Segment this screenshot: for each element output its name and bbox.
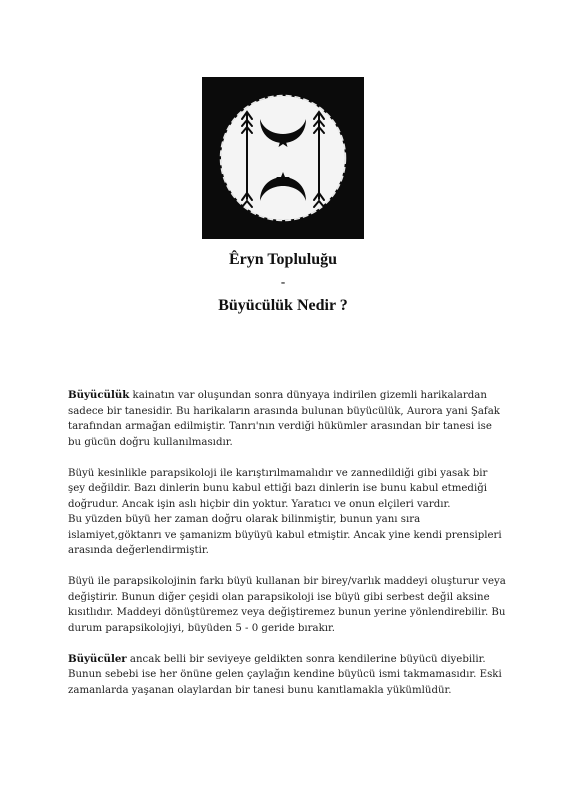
text-line: Büyü kesinlikle parapsikoloji ile karıştırılmamalıdır ve zannedildiği gibi yasak bir (68, 467, 488, 479)
text-line: şey değildir. Bazı dinlerin bunu kabul ettiği bazı dinlerin ise bunu kabul etmediği (68, 483, 487, 494)
page-title: Êryn Topluluğu (228, 251, 338, 268)
text-line: doğrudur. Ancak işin aslı hiçbir din yoktur. Yaratıcı ve onun elçileri vardır. (68, 498, 451, 510)
paragraph (68, 388, 508, 450)
paragraph (68, 466, 508, 559)
title-separator: - (280, 274, 286, 289)
text-line: arasında değerlendirmiştir. (68, 545, 209, 556)
text-line: Büyücüler ancak belli bir seviyeye geldikten sonra kendilerine büyücü diyebilir. (68, 652, 486, 665)
text-line: Bu yüzden büyü her zaman doğru olarak bilinmiştir, bunun yanı sıra (68, 514, 421, 525)
text-line: tarafından armağan edilmiştir. Tanrı'nın verdiği hükümler arasından bir tanesi ise (68, 421, 492, 432)
text-line: islamiyet,göktanrı ve şamanizm büyüyü kabul etmiştir. Ancak yine kendi prensipleri (68, 529, 502, 541)
bold-term: Büyücüler (68, 652, 127, 665)
article-body (68, 388, 508, 714)
text-line: zamanlarda yaşanan olaylardan bir tanesi bunu kanıtlamakla yükümlüdür. (68, 684, 452, 696)
bold-term: Büyücülük (68, 389, 130, 401)
eryn-symbol-icon (202, 77, 364, 239)
text-line: Büyücülük kainatın var oluşundan sonra dünyaya indirilen gizemli harikalardan (68, 389, 487, 401)
text-line: Bunun sebebi ise her önüne gelen çaylağın kendine büyücü ismi takmamasıdır. Eski (68, 669, 502, 680)
page-subtitle: Büyücülük Nedir ? (218, 297, 348, 314)
paragraph (68, 652, 508, 699)
text-line: Büyü ile parapsikolojinin farkı büyü kullanan bir birey/varlık maddeyi oluşturur veya (68, 576, 506, 587)
paragraph (68, 574, 508, 636)
logo (202, 77, 364, 239)
text-line: sadece bir tanesidir. Bu harikaların arasında bulunan büyücülük, Aurora yani Şafak (68, 405, 500, 417)
text-line: kısıtlıdır. Maddeyi dönüştüremez veya değiştiremez bunun yerine yönlendirebilir. Bu (68, 607, 506, 618)
text-line: durum parapsikolojiyi, büyüden 5 - 0 geride bırakır. (68, 622, 336, 634)
text-line: değiştirir. Bunun diğer çeşidi olan parapsikoloji ise büyü gibi serbest değil aksine (68, 591, 490, 603)
text-line: bu gücün doğru kullanılmasıdır. (68, 436, 233, 448)
